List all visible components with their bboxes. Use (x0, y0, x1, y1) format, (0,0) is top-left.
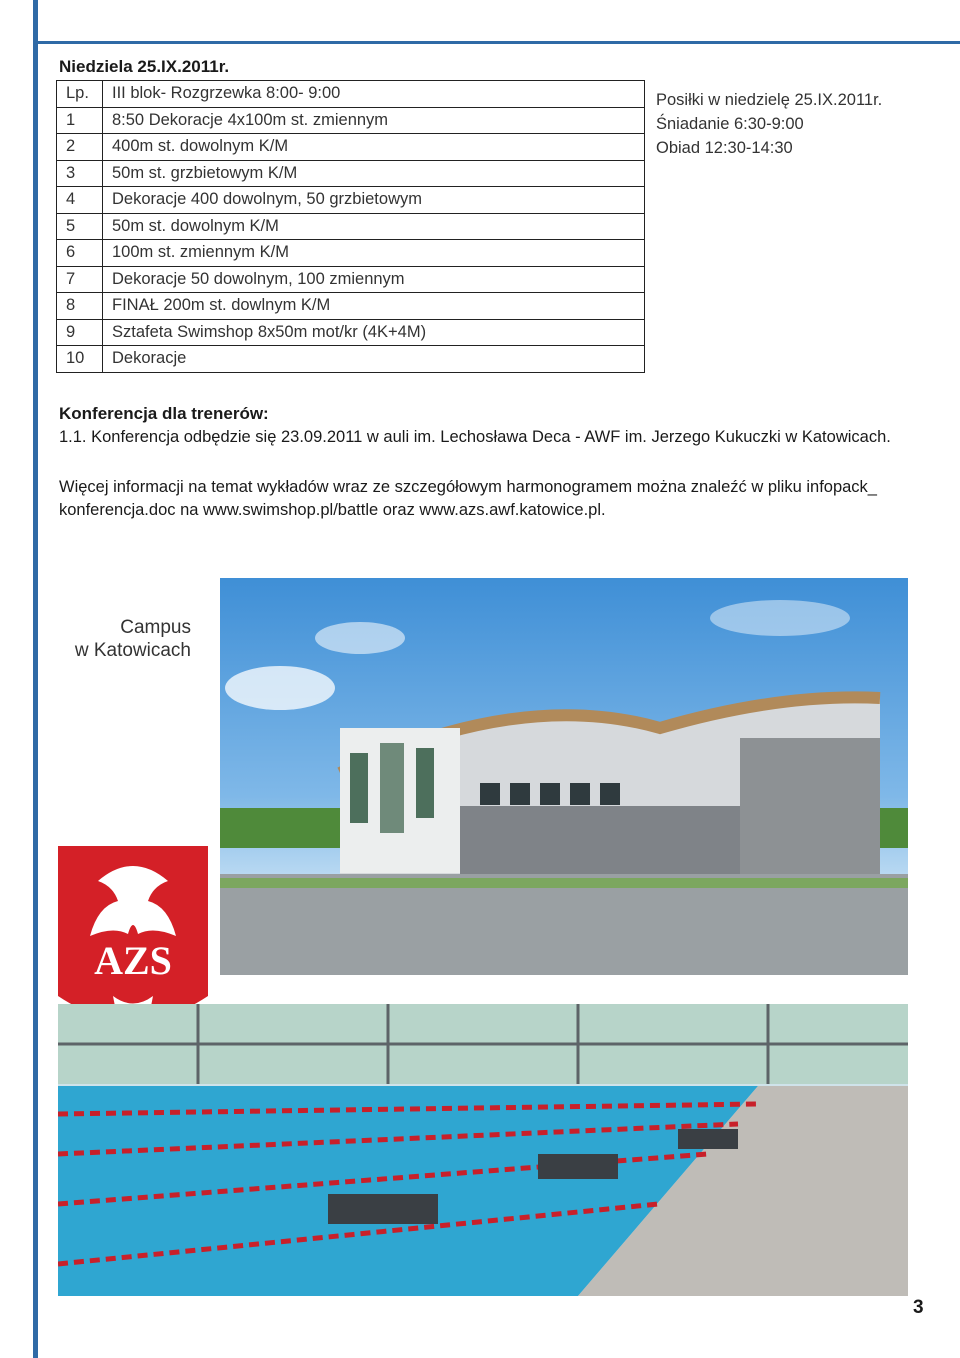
schedule-row-number: 1 (57, 107, 103, 134)
meals-block (656, 88, 882, 160)
schedule-row (57, 293, 645, 320)
schedule-row-event: 400m st. dowolnym K/M (103, 134, 645, 161)
schedule-row (57, 187, 645, 214)
schedule-row-number: 8 (57, 293, 103, 320)
schedule-row-number: 10 (57, 346, 103, 373)
left-border-line (33, 0, 38, 1358)
schedule-row (57, 213, 645, 240)
schedule-row (57, 107, 645, 134)
schedule-row-event: 8:50 Dekoracje 4x100m st. zmiennym (103, 107, 645, 134)
conference-line: 1.1. Konferencja odbędzie się 23.09.2011 w auli im. Lechosława Deca - AWF im. Jerzego Kukuczki w Katowicach. (59, 428, 891, 446)
meals-breakfast: Śniadanie 6:30-9:00 (656, 115, 804, 133)
campus-caption (40, 616, 191, 662)
conference-info: Więcej informacji na temat wykładów wraz ze szczegółowym harmonogramem można znaleźć w pliku infopack_ konferencja.doc na www.swimshop.pl/battle oraz www.azs.awf.katowice.pl. (59, 478, 877, 519)
schedule-row (57, 81, 645, 108)
schedule-row-event: 50m st. dowolnym K/M (103, 213, 645, 240)
schedule-row-number: 9 (57, 319, 103, 346)
schedule-row-number: 4 (57, 187, 103, 214)
schedule-row-event: 50m st. grzbietowym K/M (103, 160, 645, 187)
schedule-row (57, 319, 645, 346)
meals-title: Posiłki w niedzielę 25.IX.2011r. (656, 91, 883, 109)
schedule-row-number: 3 (57, 160, 103, 187)
day-heading: Niedziela 25.IX.2011r. (59, 57, 230, 76)
schedule-row-number: 2 (57, 134, 103, 161)
schedule-row-event: III blok- Rozgrzewka 8:00- 9:00 (103, 81, 645, 108)
schedule-row-event: Sztafeta Swimshop 8x50m mot/kr (4K+4M) (103, 319, 645, 346)
conference-heading: Konferencja dla trenerów: (59, 404, 269, 423)
page-number: 3 (913, 1297, 924, 1318)
schedule-row-event: Dekoracje 50 dowolnym, 100 zmiennym (103, 266, 645, 293)
building-photo (220, 578, 908, 975)
campus-caption-line2: w Katowicach (74, 640, 191, 661)
schedule-row-number: 7 (57, 266, 103, 293)
top-border-line (33, 41, 960, 44)
schedule-table (56, 80, 645, 373)
schedule-row (57, 240, 645, 267)
schedule-row-number: 5 (57, 213, 103, 240)
pool-photo (58, 1004, 908, 1296)
schedule-row (57, 346, 645, 373)
meals-lunch: Obiad 12:30-14:30 (656, 139, 793, 157)
schedule-row-number: 6 (57, 240, 103, 267)
schedule-row-event: 100m st. zmiennym K/M (103, 240, 645, 267)
logo-text: AZS (94, 938, 172, 983)
schedule-row (57, 160, 645, 187)
campus-caption-line1: Campus (120, 617, 191, 638)
schedule-row (57, 134, 645, 161)
schedule-row-event: Dekoracje (103, 346, 645, 373)
schedule-row-event: FINAŁ 200m st. dowlnym K/M (103, 293, 645, 320)
schedule-row (57, 266, 645, 293)
schedule-row-event: Dekoracje 400 dowolnym, 50 grzbietowym (103, 187, 645, 214)
schedule-row-number: Lp. (57, 81, 103, 108)
